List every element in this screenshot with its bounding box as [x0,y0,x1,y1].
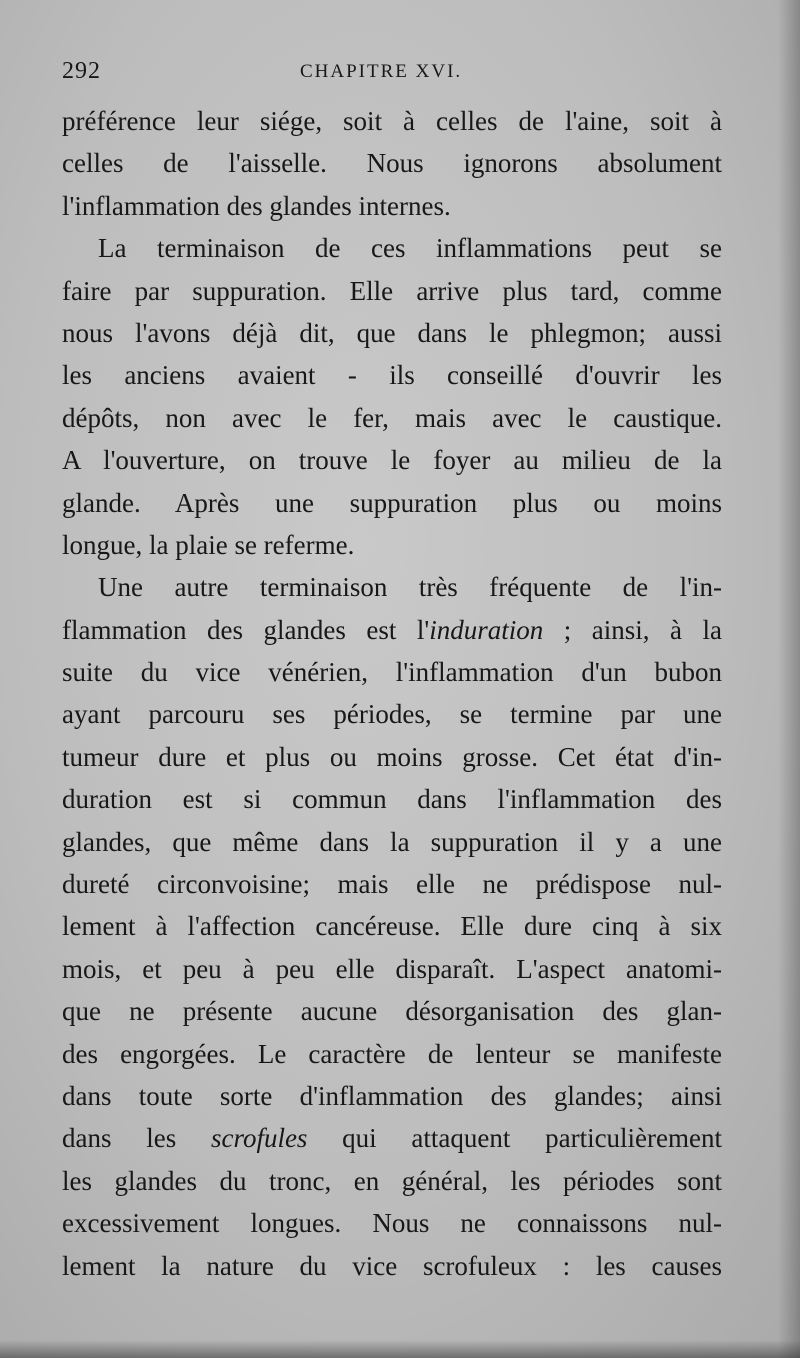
text-line: celles de l'aisselle. Nous ignorons absolument [62,148,722,179]
text-line: dépôts, non avec le fer, mais avec le caustique. [62,402,722,433]
text-line: ayant parcouru ses périodes, se termine par une [62,699,722,730]
text-line: les glandes du tronc, en général, les périodes sont [62,1165,722,1196]
text-line: suite du vice vénérien, l'inflammation d'un bubon [62,657,722,688]
text-line: Une autre terminaison très fréquente de l'in- [98,572,722,603]
text-line: dans toute sorte d'inflammation des glandes; ainsi [62,1080,722,1111]
text-line: nous l'avons déjà dit, que dans le phlegmon; aussi [62,317,722,348]
text-line: A l'ouverture, on trouve le foyer au milieu de la [62,445,722,476]
paragraph [62,100,722,227]
text-line: duration est si commun dans l'inflammation des [62,784,722,815]
text-line: que ne présente aucune désorganisation des glan- [62,996,722,1027]
text-line: lement la nature du vice scrofuleux : les causes [62,1250,722,1281]
text-line: glande. Après une suppuration plus ou moins [62,487,722,518]
page-header [62,58,722,88]
text-line: longue, la plaie se referme. [62,529,355,560]
text-line: préférence leur siége, soit à celles de l'aine, soit à [62,106,722,136]
italic-term-scrofules: scrofules [210,1123,308,1154]
text-line: tumeur dure et plus ou moins grosse. Cet état d'in- [62,741,722,772]
page-edge-shadow [778,0,800,1358]
paragraph [62,227,722,566]
paragraph [62,566,722,1287]
text-run: dans les [62,1123,211,1154]
text-line: mois, et peu à peu elle disparaît. L'aspect anatomi- [62,953,722,984]
running-head: CHAPITRE XVI. [300,61,463,82]
text-line: glandes, que même dans la suppuration il y a une [62,826,722,857]
text-line: dureté circonvoisine; mais elle ne prédispose nul- [62,869,722,900]
page-edge-shadow [0,1340,800,1358]
page-number: 292 [62,58,101,84]
text-line: les anciens avaient - ils conseillé d'ouvrir les [62,360,722,391]
text-run: qui attaquent particulièrement [307,1123,723,1154]
text-line: lement à l'affection cancéreuse. Elle dure cinq à six [62,911,722,942]
body-text [62,100,722,1287]
italic-term-induration: induration [429,614,544,645]
text-line: des engorgées. Le caractère de lenteur se manifeste [62,1038,722,1069]
text-line: La terminaison de ces inflammations peut se [98,233,722,264]
text-line: excessivement longues. Nous ne connaissons nul- [62,1208,722,1239]
text-line [62,1117,722,1159]
text-line: faire par suppuration. Elle arrive plus tard, comme [62,275,722,306]
text-run: ; ainsi, à la [543,614,722,645]
text-line: l'inflammation des glandes internes. [62,190,451,221]
text-line [62,609,722,651]
text-run: flammation des glandes est l' [62,614,430,645]
